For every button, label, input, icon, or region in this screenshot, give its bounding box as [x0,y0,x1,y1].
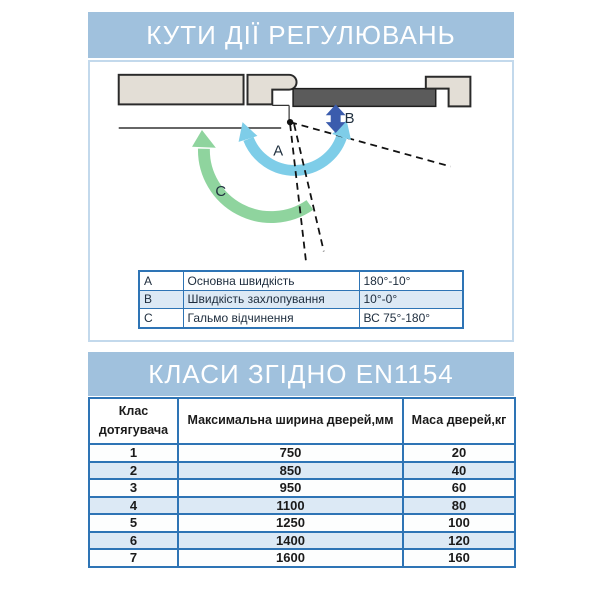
classes-header-row [89,398,515,444]
dashed-line-door-edge-1 [290,124,306,261]
cell-width: 1250 [178,514,403,532]
legend-value: 10°-0° [359,290,463,309]
section-classes-title: КЛАСИ ЗГІДНО EN1154 [148,358,454,389]
classes-row-6 [89,532,515,550]
classes-table [88,397,516,568]
cell-class: 4 [89,497,178,515]
cell-width: 850 [178,462,403,480]
cell-width: 1400 [178,532,403,550]
cell-width: 750 [178,444,403,462]
cell-mass: 160 [403,549,515,567]
cell-class: 1 [89,444,178,462]
angles-legend-table [138,270,464,329]
classes-row-1 [89,444,515,462]
col-header-class: Клас дотягувача [89,398,178,444]
legend-key: B [139,290,183,309]
dashed-line-open-180 [290,122,450,166]
section-angles-header [88,12,514,58]
cell-class: 2 [89,462,178,480]
legend-name: Швидкість захлопування [183,290,359,309]
cell-mass: 100 [403,514,515,532]
classes-row-4 [89,497,515,515]
classes-row-5 [89,514,515,532]
left-frame-jamb [248,75,297,105]
legend-value: 180°-10° [359,271,463,290]
classes-row-3 [89,479,515,497]
cell-class: 6 [89,532,178,550]
cell-mass: 60 [403,479,515,497]
cell-class: 7 [89,549,178,567]
door-leaf-closed [293,89,436,107]
cell-width: 1600 [178,549,403,567]
arc-c-arrowhead [192,130,216,148]
legend-row-a [139,271,463,290]
cell-width: 1100 [178,497,403,515]
legend-key: C [139,309,183,328]
legend-row-c [139,309,463,328]
legend-row-b [139,290,463,309]
wall-section [119,75,244,105]
section-angles-title: КУТИ ДІЇ РЕГУЛЮВАНЬ [146,19,456,50]
diagram-label-c: C [215,184,227,201]
diagram-label-a: A [273,143,284,160]
cell-width: 950 [178,479,403,497]
classes-row-7 [89,549,515,567]
legend-value: ВС 75°-180° [359,309,463,328]
diagram-label-b: B [344,111,355,128]
classes-row-2 [89,462,515,480]
dashed-line-door-edge-2 [294,124,324,251]
cell-mass: 120 [403,532,515,550]
col-header-mass: Маса дверей,кг [403,398,515,444]
cell-mass: 80 [403,497,515,515]
col-header-width: Максимальна ширина дверей,мм [178,398,403,444]
legend-name: Основна швидкість [183,271,359,290]
cell-mass: 40 [403,462,515,480]
legend-name: Гальмо відчинення [183,309,359,328]
legend-key: A [139,271,183,290]
cell-class: 3 [89,479,178,497]
cell-mass: 20 [403,444,515,462]
cell-class: 5 [89,514,178,532]
arc-a-arrowhead-left [239,122,258,142]
section-classes-header [88,352,514,396]
pivot-point [287,119,293,125]
